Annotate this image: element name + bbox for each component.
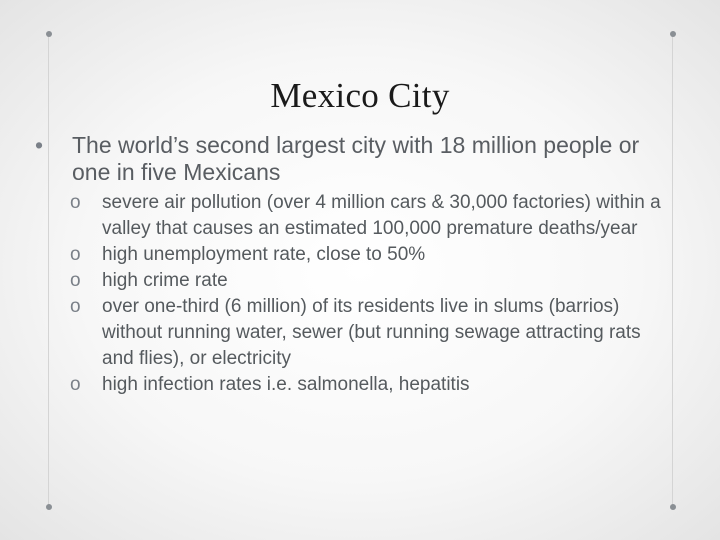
main-bullet-text: The world’s second largest city with 18 million people or one in five Mexicans bbox=[72, 132, 640, 185]
sub-bullet-marker: o bbox=[70, 374, 81, 395]
sub-bullet-item bbox=[70, 268, 672, 294]
sub-bullet-item bbox=[70, 372, 672, 398]
sub-bullet-marker: o bbox=[70, 296, 81, 317]
sub-bullet-text: over one-third (6 million) of its residents live in slums (barrios) without running water, sewer (but running sewage attracting rats and flies), or electricity bbox=[102, 296, 641, 369]
slide-title bbox=[0, 76, 720, 116]
bottom-right-dot bbox=[670, 504, 676, 510]
sub-bullet-marker: o bbox=[70, 270, 81, 291]
slide-title-text: Mexico City bbox=[270, 76, 450, 115]
top-left-dot bbox=[46, 31, 52, 37]
sub-bullet-text: high infection rates i.e. salmonella, hepatitis bbox=[102, 374, 470, 395]
sub-bullet-item bbox=[70, 242, 672, 268]
top-right-dot bbox=[670, 31, 676, 37]
sub-bullet-marker: o bbox=[70, 244, 81, 265]
sub-bullet-marker: o bbox=[70, 192, 81, 213]
bottom-left-dot bbox=[46, 504, 52, 510]
sub-bullet-item bbox=[70, 294, 672, 372]
sub-bullet-text: high unemployment rate, close to 50% bbox=[102, 244, 426, 265]
main-bullet bbox=[32, 132, 672, 186]
main-bullet-marker: • bbox=[35, 132, 44, 158]
sub-bullet-text: high crime rate bbox=[102, 270, 228, 291]
sub-bullet-text: severe air pollution (over 4 million cars & 30,000 factories) within a valley that causes an estimated 100,000 premature deaths/year bbox=[102, 192, 661, 239]
sub-bullet-item bbox=[70, 190, 672, 242]
sub-bullet-list bbox=[32, 190, 672, 398]
slide-body bbox=[32, 132, 672, 398]
